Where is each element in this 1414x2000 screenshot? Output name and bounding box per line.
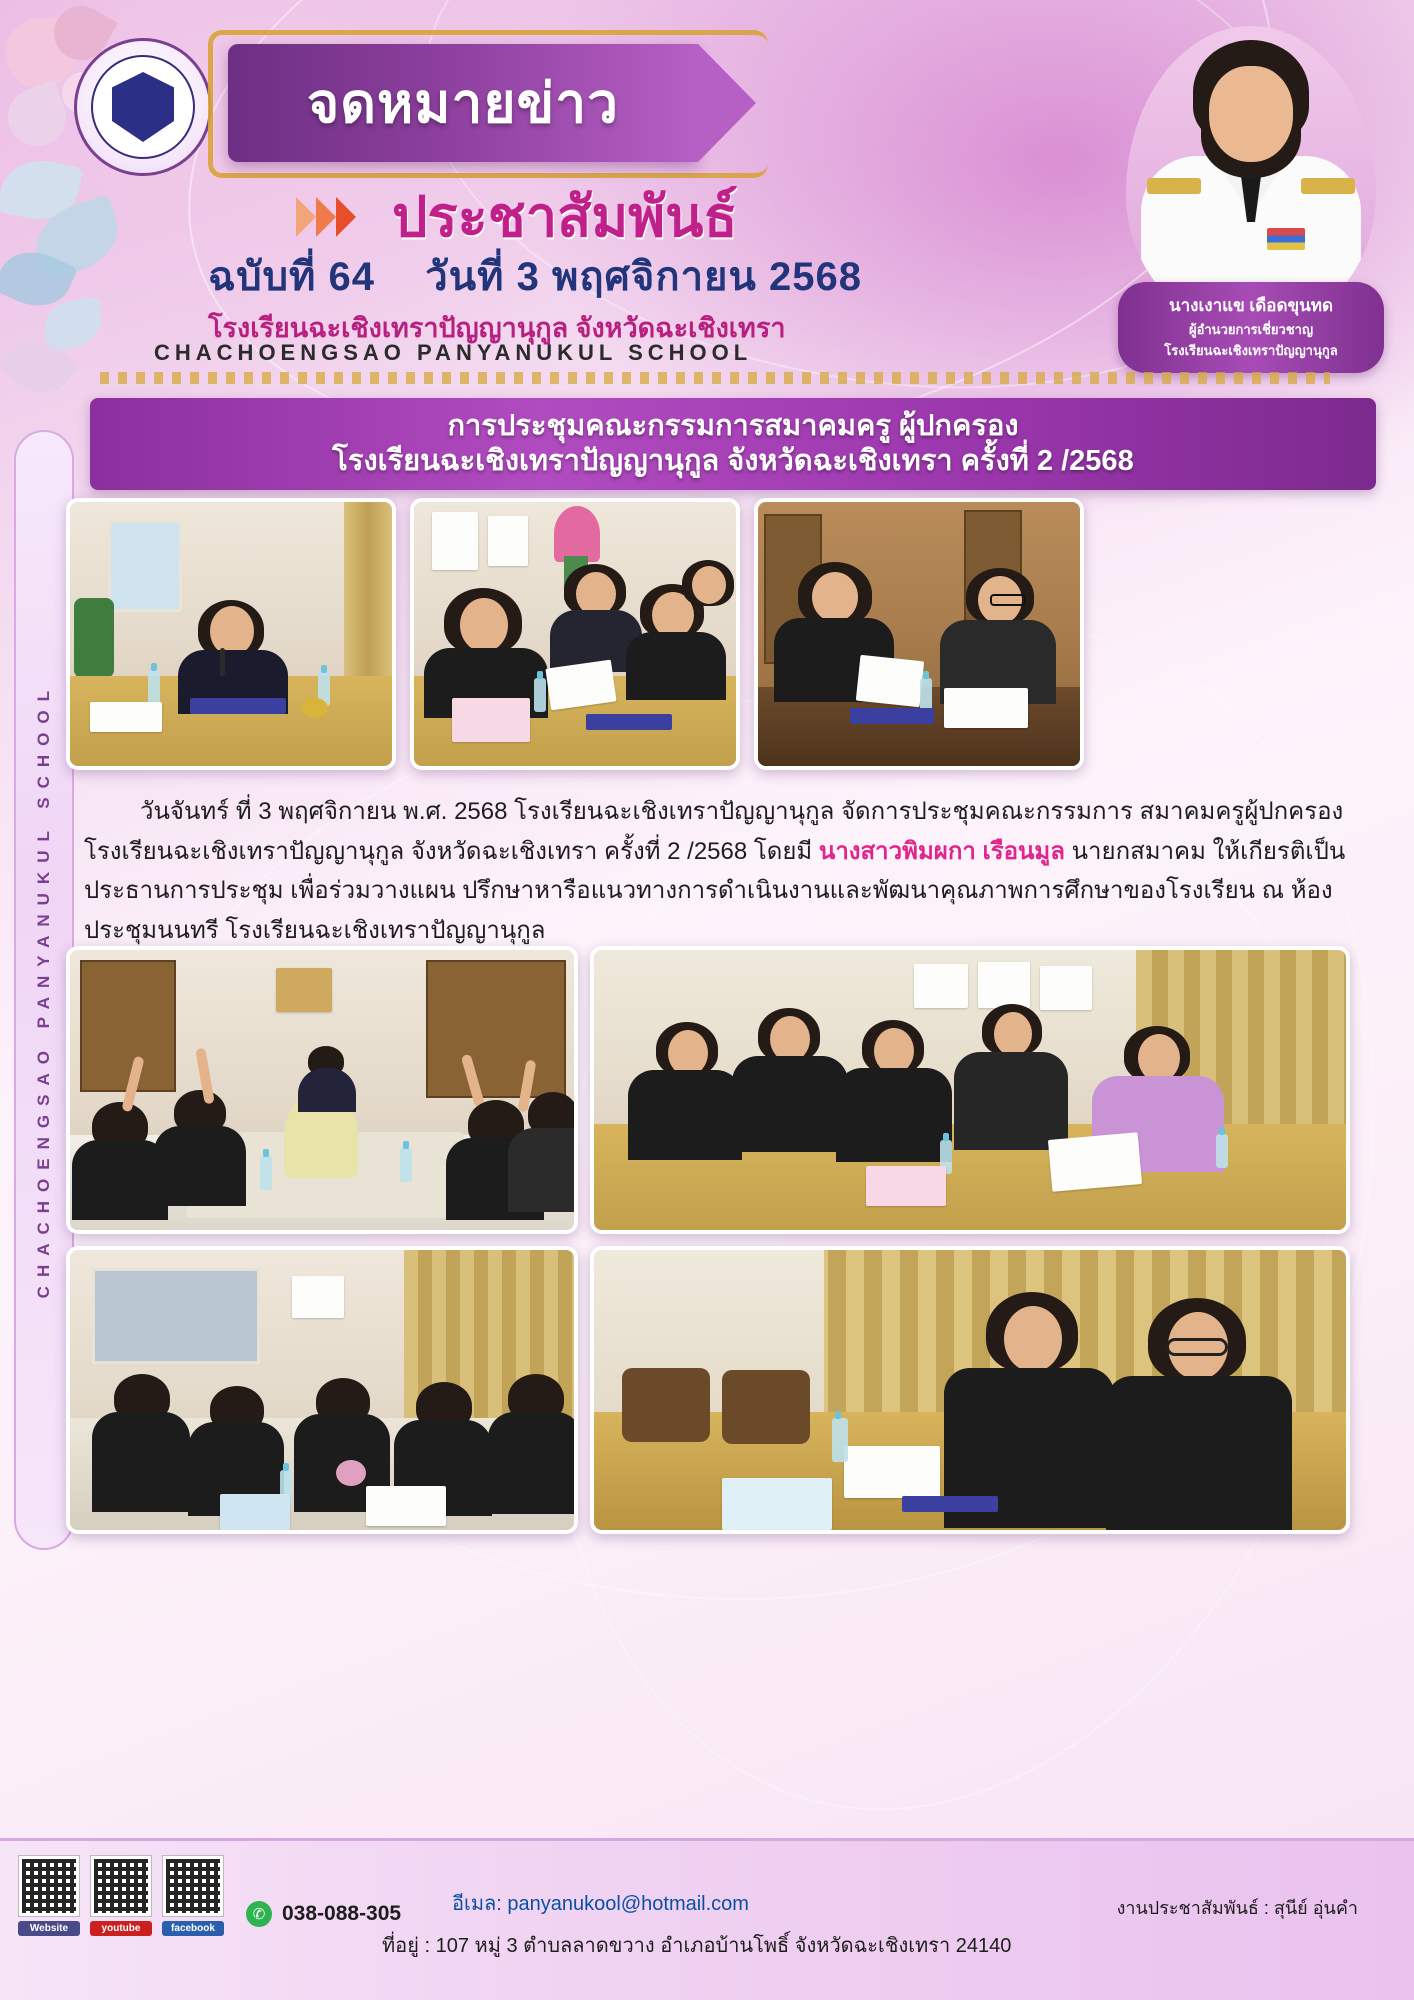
email-value: panyanukool@hotmail.com: [507, 1893, 749, 1915]
photo-1: [66, 498, 396, 770]
gold-divider: [100, 372, 1330, 384]
address-value: 107 หมู่ 3 ตำบลลาดขวาง อำเภอบ้านโพธิ์ จังหวัดฉะเชิงเทรา 24140: [435, 1935, 1012, 1957]
qr-facebook[interactable]: [162, 1855, 224, 1936]
email-line: [452, 1887, 749, 1919]
date-month: พฤศจิกายน: [551, 255, 757, 299]
qr-youtube[interactable]: [90, 1855, 152, 1936]
headline-banner: [90, 398, 1376, 490]
issue-label: ฉบับที่: [208, 255, 317, 299]
chevron-arrows-icon: [296, 197, 374, 237]
school-logo: [74, 38, 212, 176]
poster-header: [0, 0, 1414, 380]
headline-line2: โรงเรียนฉะเชิงเทราปัญญานุกูล จังหวัดฉะเชิงเทรา ครั้งที่ 2 /2568: [332, 445, 1134, 477]
director-photo: [1126, 26, 1376, 326]
date-year: 2568: [768, 255, 862, 299]
photo-4: [66, 946, 578, 1234]
newsletter-ribbon: [228, 44, 698, 162]
pr-title: ประชาสัมพันธ์: [392, 185, 738, 248]
photo-3: [754, 498, 1084, 770]
photo-7: [590, 1246, 1350, 1534]
credit-line: งานประชาสัมพันธ์ : สุนีย์ อุ่นคำ: [1116, 1898, 1358, 1918]
highlight-name: นางสาวพิมผกา เรือนมูล: [818, 837, 1065, 865]
paragraph-part2: นายกสมาคม ให้เกียรติเป็นประธานการประชุม เพื่อร่วมวางแผน ปรึกษาหารือแนวทางการดำเนินงานและพัฒนาคุณภาพการศึกษาของโรงเรียน ณ ห้องประชุมนนทรี โรงเรียนฉะเชิงเทราปัญญานุกูล: [84, 837, 1346, 944]
director-position-line1: ผู้อำนวยการเชี่ยวชาญ: [1188, 322, 1314, 337]
address-line: [382, 1929, 1011, 1961]
photo-2: [410, 498, 740, 770]
qr-website-label: Website: [18, 1921, 80, 1936]
phone-number: 038-088-305: [282, 1902, 402, 1925]
qr-youtube-label: youtube: [90, 1921, 152, 1936]
qr-website[interactable]: [18, 1855, 80, 1936]
issue-number: 64: [328, 255, 376, 299]
issue-line: [208, 244, 862, 308]
date-day: 3: [516, 255, 540, 299]
qr-code-group: [18, 1855, 224, 1936]
paragraph-part1: วันจันทร์ ที่ 3 พฤศจิกายน พ.ศ. 2568 โรงเรียนฉะเชิงเทราปัญญานุกูล จัดการประชุมคณะกรรมการ สมาคมครูผู้ปกครอง โรงเรียนฉะเชิงเทราปัญญานุกูล จังหวัดฉะเชิงเทรา ครั้งที่ 2 /2568 โดยมี: [84, 798, 1344, 865]
director-name-plate: [1118, 282, 1384, 373]
school-name-th: โรงเรียนฉะเชิงเทราปัญญานุกูล จังหวัดฉะเชิงเทรา: [208, 313, 786, 343]
newsletter-ribbon-label: จดหมายข่าว: [307, 71, 619, 134]
side-ribbon-text: CHACHOENGSAO PANYANUKUL SCHOOL: [34, 681, 53, 1299]
date-label: วันที่: [425, 255, 505, 299]
director-name: นางเงาแข เดือดขุนทด: [1168, 296, 1333, 315]
photo-5: [590, 946, 1350, 1234]
phone-icon: ✆: [246, 1901, 272, 1927]
qr-facebook-label: facebook: [162, 1921, 224, 1936]
email-label: อีเมล:: [452, 1893, 502, 1915]
school-name-en: CHACHOENGSAO PANYANUKUL SCHOOL: [154, 340, 753, 365]
photo-6: [66, 1246, 578, 1534]
phone-row: [246, 1901, 401, 1927]
article-paragraph: [84, 792, 1354, 950]
address-label: ที่อยู่ :: [382, 1935, 431, 1957]
headline-line1: การประชุมคณะกรรมการสมาคมครู ผู้ปกครอง: [447, 409, 1019, 442]
side-ribbon: [14, 430, 74, 1550]
director-position-line2: โรงเรียนฉะเชิงเทราปัญญานุกูล: [1164, 343, 1338, 358]
poster-footer: [0, 1838, 1414, 2000]
